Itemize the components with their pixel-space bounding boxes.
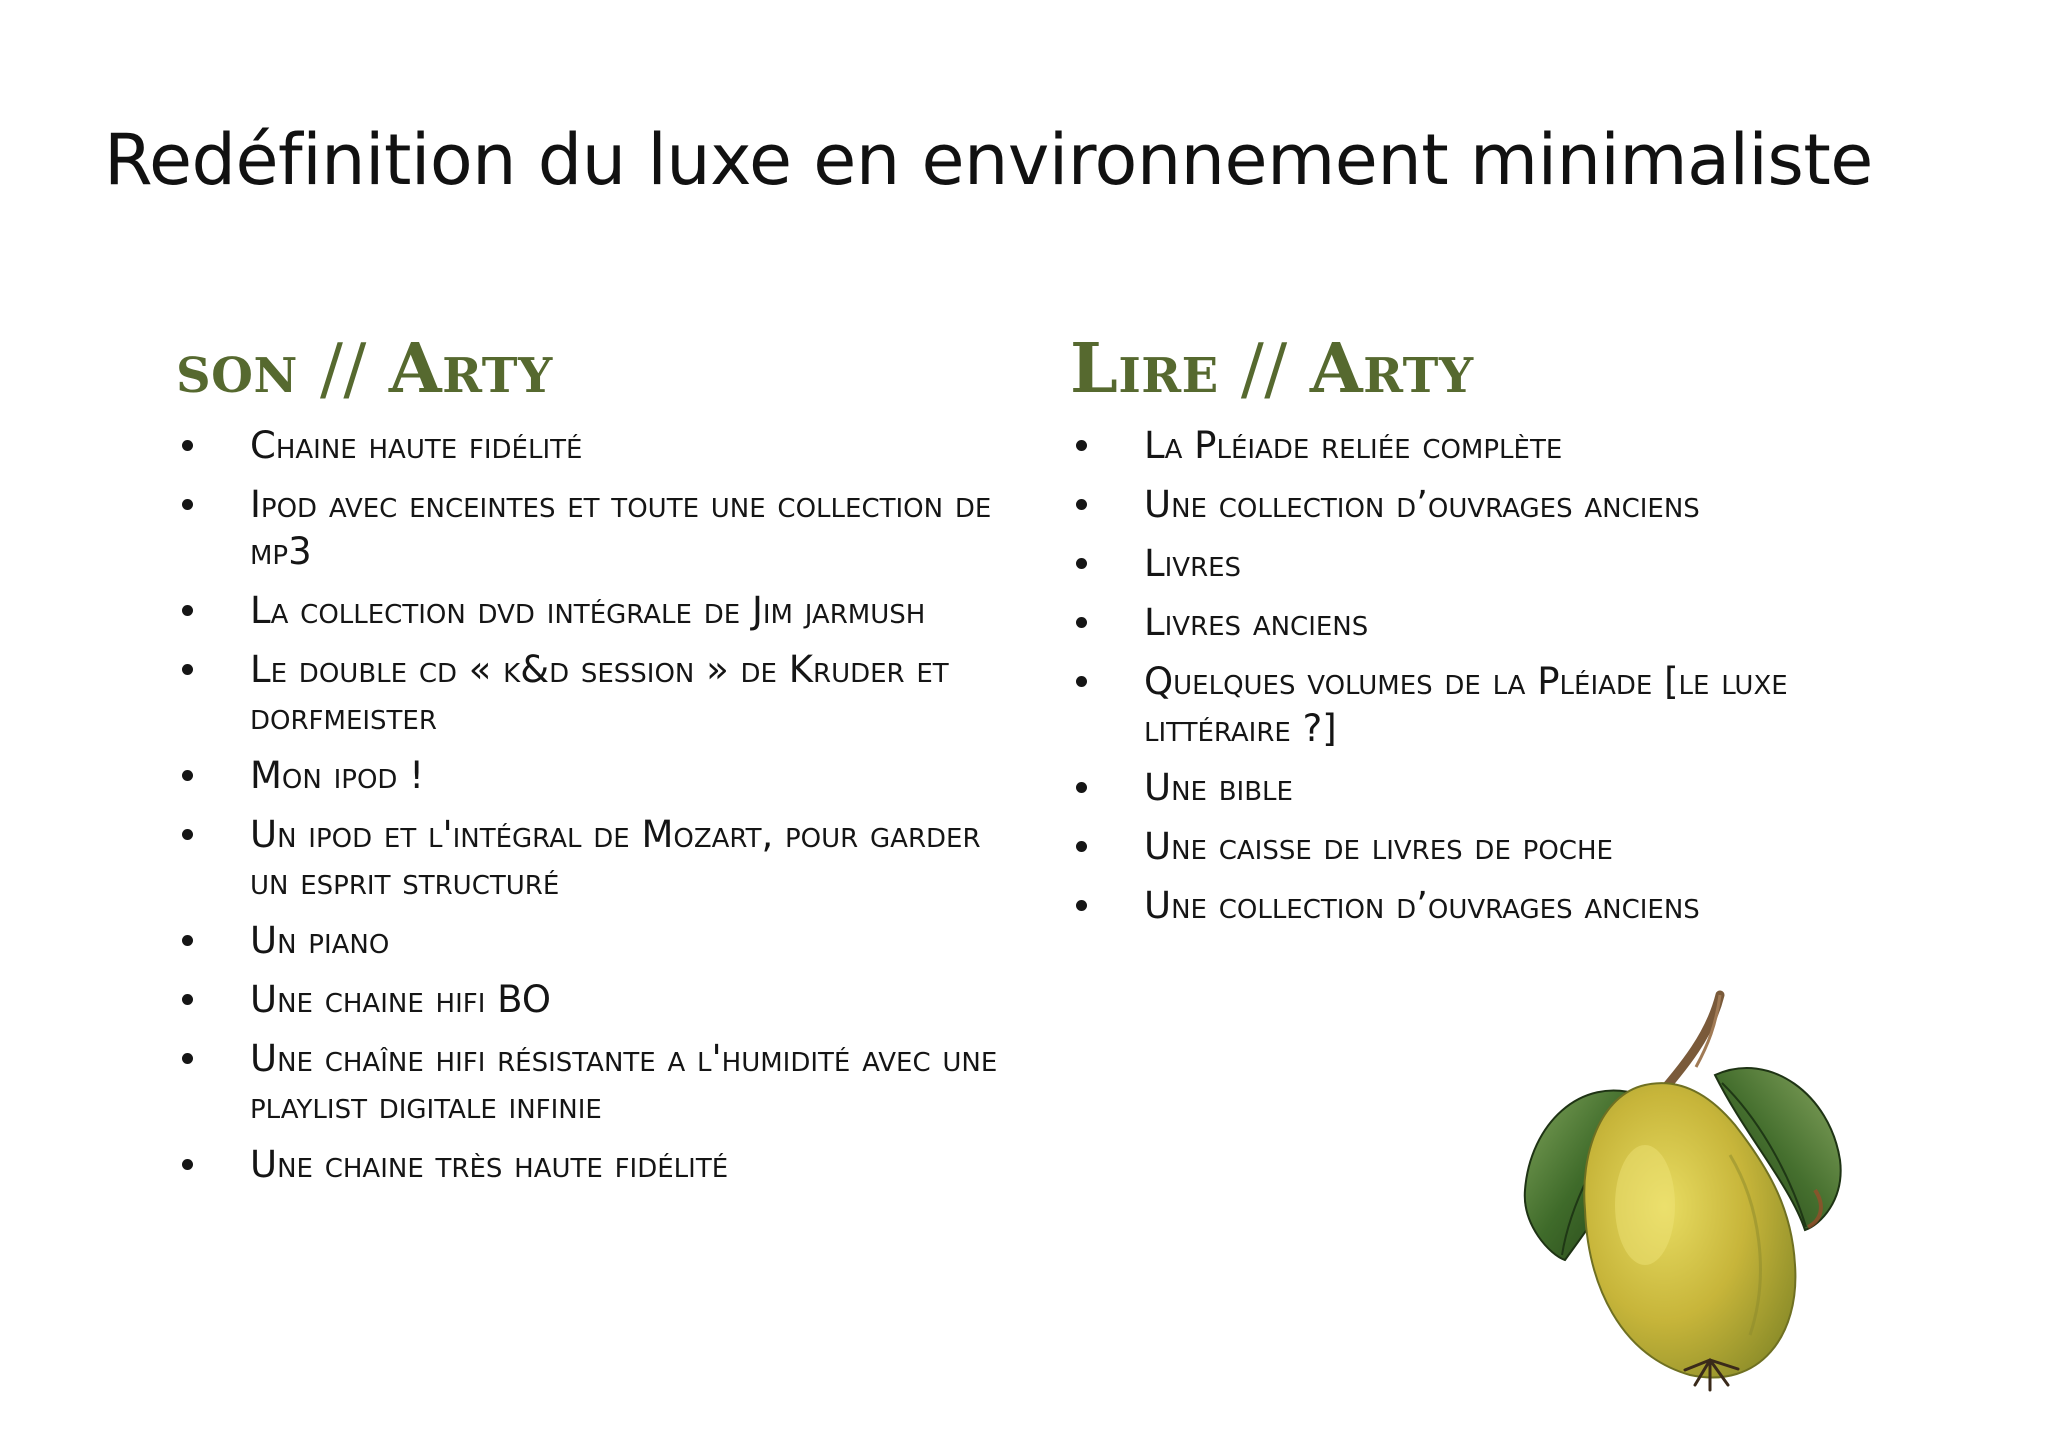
bullet-icon (1076, 499, 1087, 510)
bullet-icon (182, 994, 193, 1005)
list-item-text: Une caisse de livres de poche (1144, 825, 1613, 868)
heading-separator: // (1218, 330, 1310, 409)
list-item (1070, 422, 1970, 469)
column-son (176, 329, 1016, 1200)
bullet-icon (182, 499, 193, 510)
list-item-text: Une collection d’ouvrages anciens (1144, 483, 1700, 526)
bullet-icon (1076, 440, 1087, 451)
list-item (176, 1141, 1016, 1188)
list-item-text: Chaine haute fidélité (250, 424, 583, 467)
list-item (176, 976, 1016, 1023)
list-item (176, 917, 1016, 964)
bullet-list-son (176, 422, 1016, 1188)
bullet-icon (1076, 900, 1087, 911)
list-item-text: Une collection d’ouvrages anciens (1144, 884, 1700, 927)
list-item (176, 422, 1016, 469)
list-item-text: Mon ipod ! (250, 754, 425, 797)
bullet-icon (182, 770, 193, 781)
column-heading-son (176, 329, 1016, 409)
list-item-text: Une chaine hifi BO (250, 978, 551, 1021)
heading-word: Lire (1070, 329, 1219, 409)
list-item-text: Quelques volumes de la Pléiade [le luxe littéraire ?] (1144, 660, 1788, 750)
list-item-text: Livres anciens (1144, 601, 1369, 644)
bullet-icon (182, 829, 193, 840)
quince-icon (1470, 955, 1910, 1425)
list-item-text: La Pléiade reliée complète (1144, 424, 1563, 467)
slide-title: Redéfinition du luxe en environnement minimaliste (104, 119, 1873, 201)
list-item-text: Un ipod et l'intégral de Mozart, pour garder un esprit structuré (250, 813, 981, 903)
list-item-text: Une chaîne hifi résistante a l'humidité avec une playlist digitale infinie (250, 1037, 998, 1127)
list-item-text: La collection dvd intégrale de Jim jarmush (250, 589, 926, 632)
list-item (176, 1035, 1016, 1129)
list-item (1070, 764, 1970, 811)
bullet-icon (182, 664, 193, 675)
list-item (176, 752, 1016, 799)
list-item (1070, 658, 1970, 752)
quince-fruit-illustration (1470, 955, 1910, 1425)
list-item (1070, 599, 1970, 646)
bullet-icon (182, 440, 193, 451)
list-item (176, 587, 1016, 634)
heading-word: son (176, 329, 298, 409)
list-item-text: Le double cd « k&d session » de Kruder et dorfmeister (250, 648, 949, 738)
list-item-text: Livres (1144, 542, 1242, 585)
bullet-icon (1076, 841, 1087, 852)
list-item (1070, 823, 1970, 870)
list-item-text: Une chaine très haute fidélité (250, 1143, 729, 1186)
list-item (1070, 481, 1970, 528)
bullet-icon (182, 1159, 193, 1170)
bullet-icon (1076, 558, 1087, 569)
bullet-icon (1076, 782, 1087, 793)
list-item-text: Un piano (250, 919, 390, 962)
list-item-text: Ipod avec enceintes et toute une collection de mp3 (250, 483, 992, 573)
list-item (176, 481, 1016, 575)
heading-word: Arty (1309, 329, 1474, 409)
list-item (176, 646, 1016, 740)
list-item (1070, 882, 1970, 929)
heading-separator: // (297, 330, 389, 409)
bullet-icon (182, 935, 193, 946)
column-heading-lire (1070, 329, 1970, 409)
list-item (176, 811, 1016, 905)
heading-word: Arty (388, 329, 553, 409)
list-item-text: Une bible (1144, 766, 1293, 809)
bullet-list-lire (1070, 422, 1970, 929)
column-lire (1070, 329, 1970, 941)
bullet-icon (182, 605, 193, 616)
bullet-icon (182, 1053, 193, 1064)
bullet-icon (1076, 617, 1087, 628)
bullet-icon (1076, 676, 1087, 687)
list-item (1070, 540, 1970, 587)
